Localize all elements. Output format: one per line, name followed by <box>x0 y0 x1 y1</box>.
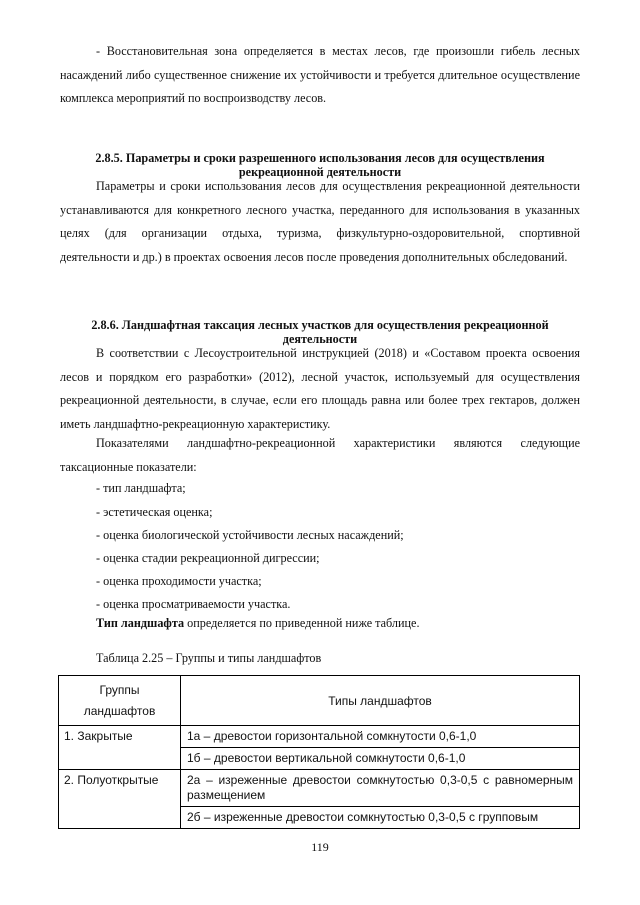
intro-paragraph: - Восстановительная зона определяется в местах лесов, где произошли гибель лесных насаждений либо существенное снижение их устойчивости и требуется длительное осуществление комплекса мероприятий по воспроизводству лесов. <box>60 44 580 105</box>
section-2-8-6-paragraph-1: В соответствии с Лесоустроительной инструкцией (2018) и «Составом проекта освоения лесов и порядком его разработки» (2012), лесной участок, используемый для осуществления рекреационной деятельности, в случае, если его площадь равна или более трех гектаров, должен иметь ландшафтно-рекреационную характеристику. <box>60 346 580 431</box>
list-item: - оценка биологической устойчивости лесных насаждений; <box>96 528 404 542</box>
list-item: - оценка стадии рекреационной дигрессии; <box>96 551 320 565</box>
list-item: - оценка просматриваемости участка. <box>96 597 291 611</box>
section-2-8-5-paragraph: Параметры и сроки использования лесов для осуществления рекреационной деятельности устанавливаются для конкретного лесного участка, переданного для использования в указанных целях (для организации отдыха, туризма, физкультурно-оздоровительной, спортивной деятельности и др.) в проектах освоения лесов после проведения дополнительных обследований. <box>60 179 580 264</box>
table-row <box>59 770 580 829</box>
landscape-table <box>58 675 580 829</box>
type-cell: 1а – древостои горизонтальной сомкнутости 0,6-1,0 <box>187 729 477 743</box>
list-item: - тип ландшафта; <box>96 481 186 495</box>
section-2-8-6-paragraph-2: Показателями ландшафтно-рекреационной характеристики являются следующие таксационные показатели: <box>60 436 580 474</box>
type-cell: 1б – древостои вертикальной сомкнутости 0,6-1,0 <box>181 747 579 769</box>
type-cell: 2а – изреженные древостои сомкнутостью 0,3-0,5 с равномерным размещением <box>187 773 573 802</box>
header-groups: Группы ландшафтов <box>59 676 181 726</box>
table-caption: Таблица 2.25 – Группы и типы ландшафтов <box>96 651 322 665</box>
header-types: Типы ландшафтов <box>181 676 580 726</box>
landscape-type-line <box>96 616 420 631</box>
section-2-8-6-heading: 2.8.6. Ландшафтная таксация лесных участков для осуществления рекреационной деятельности <box>91 318 549 346</box>
group-cell: 1. Закрытые <box>59 726 181 770</box>
page-number: 119 <box>311 840 329 854</box>
table-row <box>59 726 580 770</box>
list-item: - эстетическая оценка; <box>96 505 213 519</box>
group-cell: 2. Полуоткрытые <box>59 770 181 829</box>
list-item: - оценка проходимости участка; <box>96 574 262 588</box>
section-2-8-5-heading: 2.8.5. Параметры и сроки разрешенного использования лесов для осуществления рекреационной деятельности <box>95 151 545 179</box>
landscape-type-rest: определяется по приведенной ниже таблице. <box>184 616 420 630</box>
type-cell: 2б – изреженные древостои сомкнутостью 0,3-0,5 с групповым <box>181 806 579 828</box>
landscape-type-term: Тип ландшафта <box>96 616 185 630</box>
table-header-row <box>59 676 580 726</box>
